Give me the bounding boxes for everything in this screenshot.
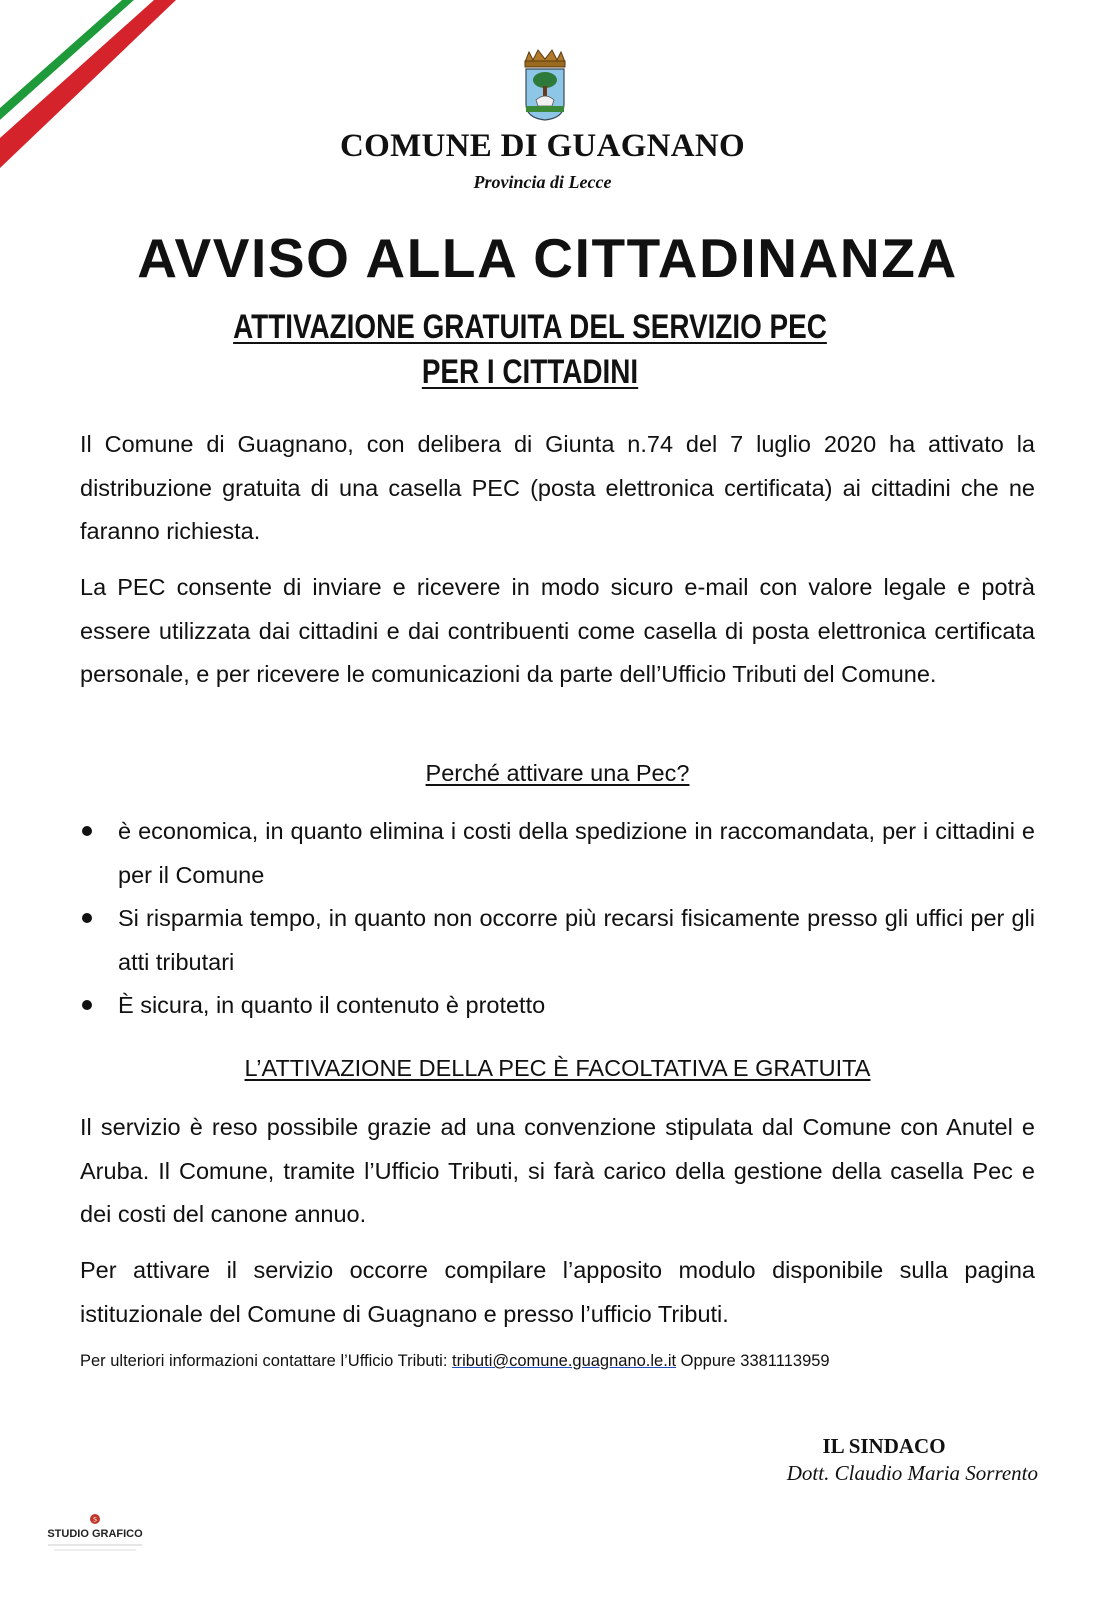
list-item-text: Si risparmia tempo, in quanto non occorre più recarsi fisicamente presso gli uffici per gli atti tributari [118,905,1035,975]
intro-paragraph: Il Comune di Guagnano, con delibera di Giunta n.74 del 7 luglio 2020 ha attivato la distribuzione gratuita di una casella PEC (posta elettronica certificata) ai cittadini che ne faranno richiesta. [80,431,1035,544]
coat-of-arms-icon [522,48,568,122]
list-item [80,897,1035,984]
bullet-icon [82,1000,92,1010]
optional-free-heading [80,1055,1035,1082]
contact-info-suffix: Oppure 3381113959 [676,1352,830,1370]
studio-logo-text: STUDIO GRAFICO [47,1528,143,1540]
benefits-list [80,810,1035,1028]
signature-name: Dott. Claudio Maria Sorrento [786,1461,1038,1485]
svg-text:S: S [93,1516,97,1524]
list-item-text: è economica, in quanto elimina i costi della spedizione in raccomandata, per i cittadini e per il Comune [118,818,1035,888]
activation-paragraph: Per attivare il servizio occorre compilare l’apposito modulo disponibile sulla pagina istituzionale del Comune di Guagnano e presso l’ufficio Tributi. [80,1257,1035,1327]
organization-name: COMUNE DI GUAGNANO [339,128,746,164]
list-item [80,810,1035,897]
agreement-paragraph: Il servizio è reso possibile grazie ad una convenzione stipulata dal Comune con Anutel e Aruba. Il Comune, tramite l’Ufficio Tributi, si farà carico della gestione della casella Pec e dei costi del canone annuo. [80,1114,1035,1227]
notice-subtitle-line-2-text: PER I CITTADINI [421,353,639,391]
list-item [80,984,1035,1028]
notice-subtitle-line-1-text: ATTIVAZIONE GRATUITA DEL SERVIZIO PEC [233,308,827,346]
why-heading [80,760,1035,787]
contact-info-line [80,1352,1040,1371]
contact-info-prefix: Per ulteriori informazioni contattare l’Ufficio Tributi: [80,1352,453,1370]
why-heading-text: Perché attivare una Pec? [425,760,690,786]
optional-free-heading-text: L’ATTIVAZIONE DELLA PEC È FACOLTATIVA E GRATUITA [244,1055,871,1081]
pec-description-paragraph: La PEC consente di inviare e ricevere in modo sicuro e-mail con valore legale e potrà essere utilizzata dai cittadini e dai contribuenti come casella di posta elettronica certificata personale, e per ricevere le comunicazioni da parte dell’Ufficio Tributi del Comune. [80,574,1035,687]
contact-email-link[interactable]: tributi@comune.guagnano.le.it [452,1352,677,1370]
notice-title: AVVISO ALLA CITTADINANZA [137,227,958,289]
signature-title: IL SINDACO [822,1434,946,1458]
studio-grafico-logo-icon [40,1513,150,1557]
bullet-icon [82,913,92,923]
notice-subtitle-line-1 [95,308,964,347]
notice-subtitle-line-2 [95,353,964,392]
list-item-text: È sicura, in quanto il contenuto è protetto [118,992,546,1018]
province-label: Provincia di Lecce [473,172,612,192]
bullet-icon [82,826,92,836]
